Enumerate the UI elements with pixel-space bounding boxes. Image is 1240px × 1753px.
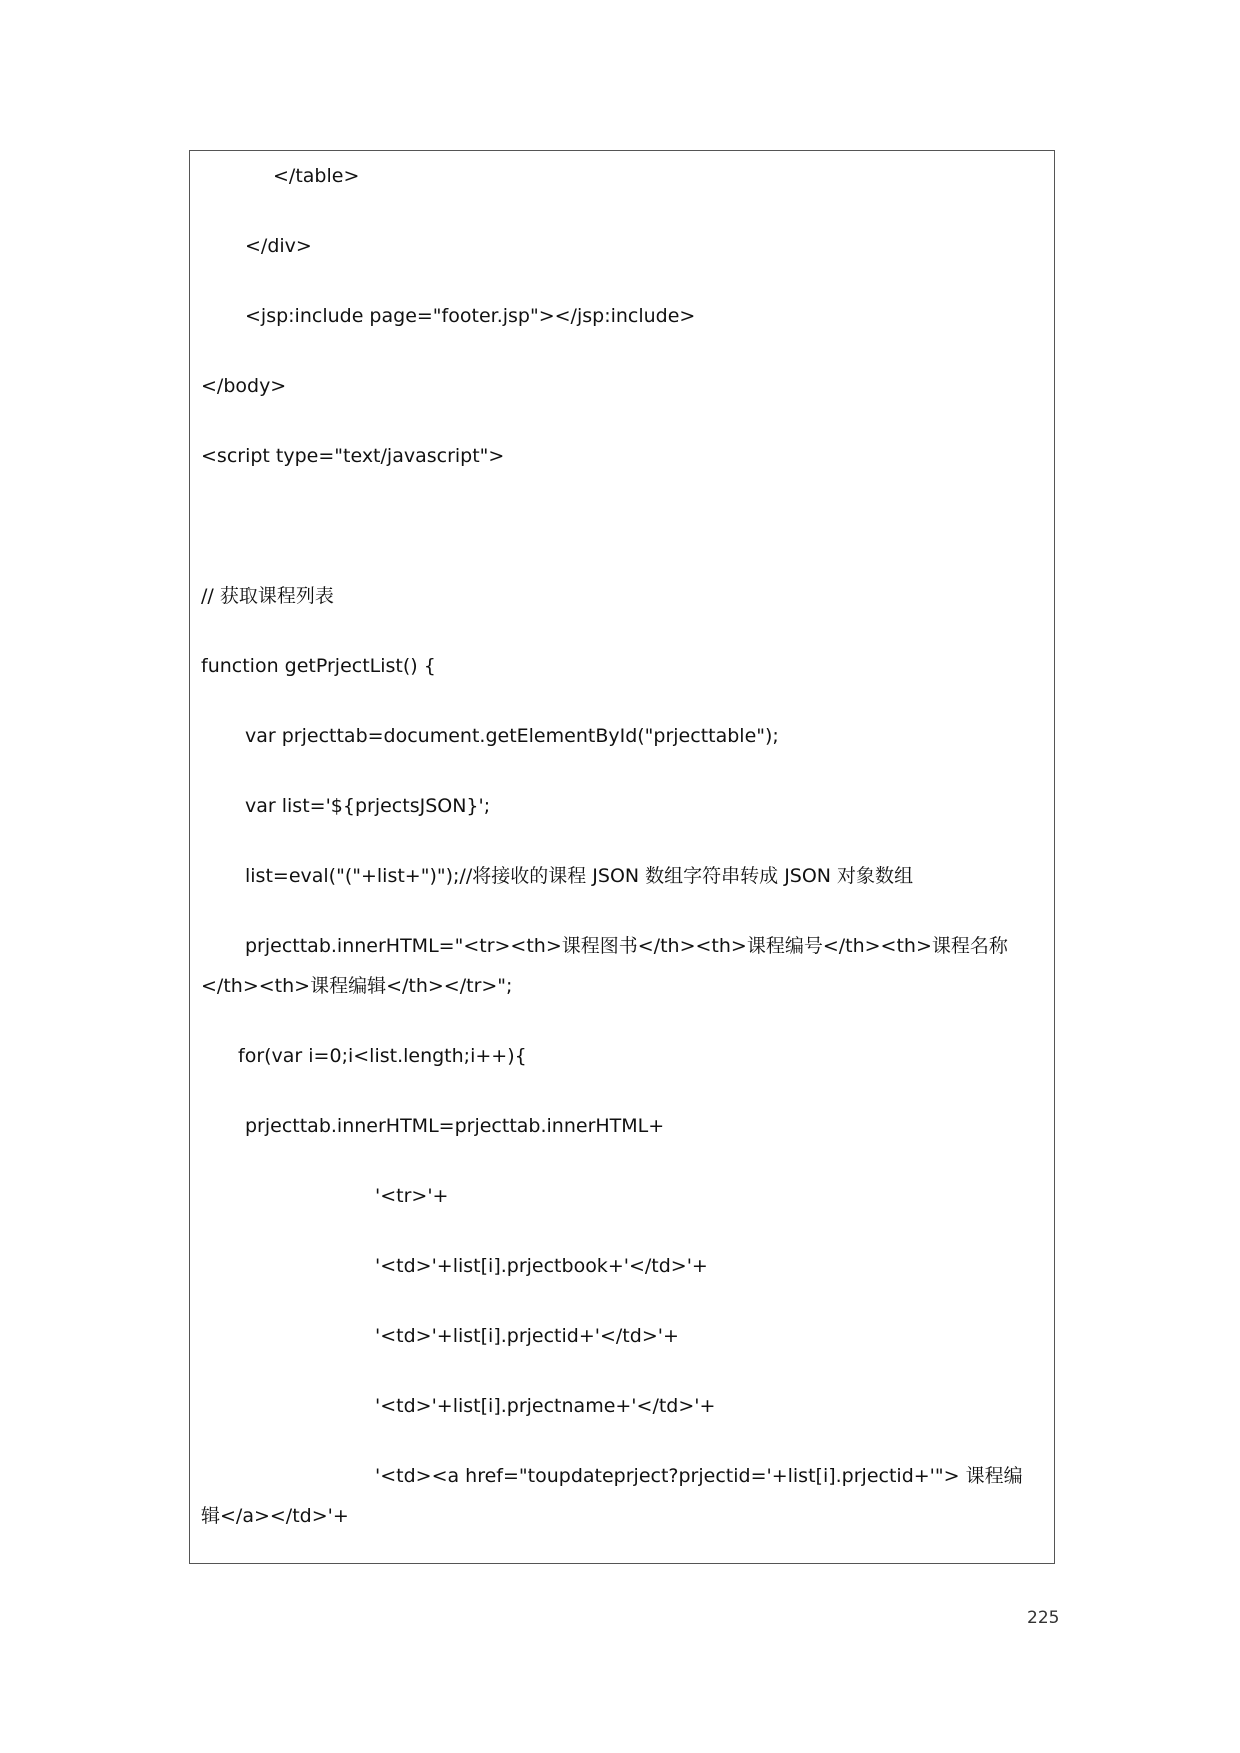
page-number: 225 xyxy=(1027,1608,1060,1628)
code-listing-box xyxy=(189,150,1055,1564)
code-line: </body> xyxy=(201,375,287,397)
code-line: var list='${prjectsJSON}'; xyxy=(245,795,491,817)
code-line: list=eval("("+list+")");//将接收的课程 JSON 数组字符串转成 JSON 对象数组 xyxy=(245,865,914,887)
code-line: prjecttab.innerHTML="<tr><th>课程图书</th><th>课程编号</th><th>课程名称 xyxy=(245,935,1008,957)
code-line: var prjecttab=document.getElementById("prjecttable"); xyxy=(245,725,779,747)
code-line: '<tr>'+ xyxy=(375,1185,449,1207)
code-line: </table> xyxy=(273,165,360,187)
code-line: </th><th>课程编辑</th></tr>"; xyxy=(201,975,513,997)
code-line: '<td>'+list[i].prjectid+'</td>'+ xyxy=(375,1325,679,1347)
code-line: for(var i=0;i<list.length;i++){ xyxy=(238,1045,527,1067)
code-line: '<td>'+list[i].prjectbook+'</td>'+ xyxy=(375,1255,708,1277)
code-line: 辑</a></td>'+ xyxy=(201,1505,349,1527)
code-line: <script type="text/javascript"> xyxy=(201,445,505,467)
code-line: </div> xyxy=(245,235,312,257)
code-comment-line: // 获取课程列表 xyxy=(201,585,334,607)
code-line: function getPrjectList() { xyxy=(201,655,436,677)
code-line: prjecttab.innerHTML=prjecttab.innerHTML+ xyxy=(245,1115,665,1137)
code-line: '<td><a href="toupdateprject?prjectid='+list[i].prjectid+'"> 课程编 xyxy=(375,1465,1023,1487)
code-line: '<td>'+list[i].prjectname+'</td>'+ xyxy=(375,1395,716,1417)
code-line: <jsp:include page="footer.jsp"></jsp:include> xyxy=(245,305,696,327)
